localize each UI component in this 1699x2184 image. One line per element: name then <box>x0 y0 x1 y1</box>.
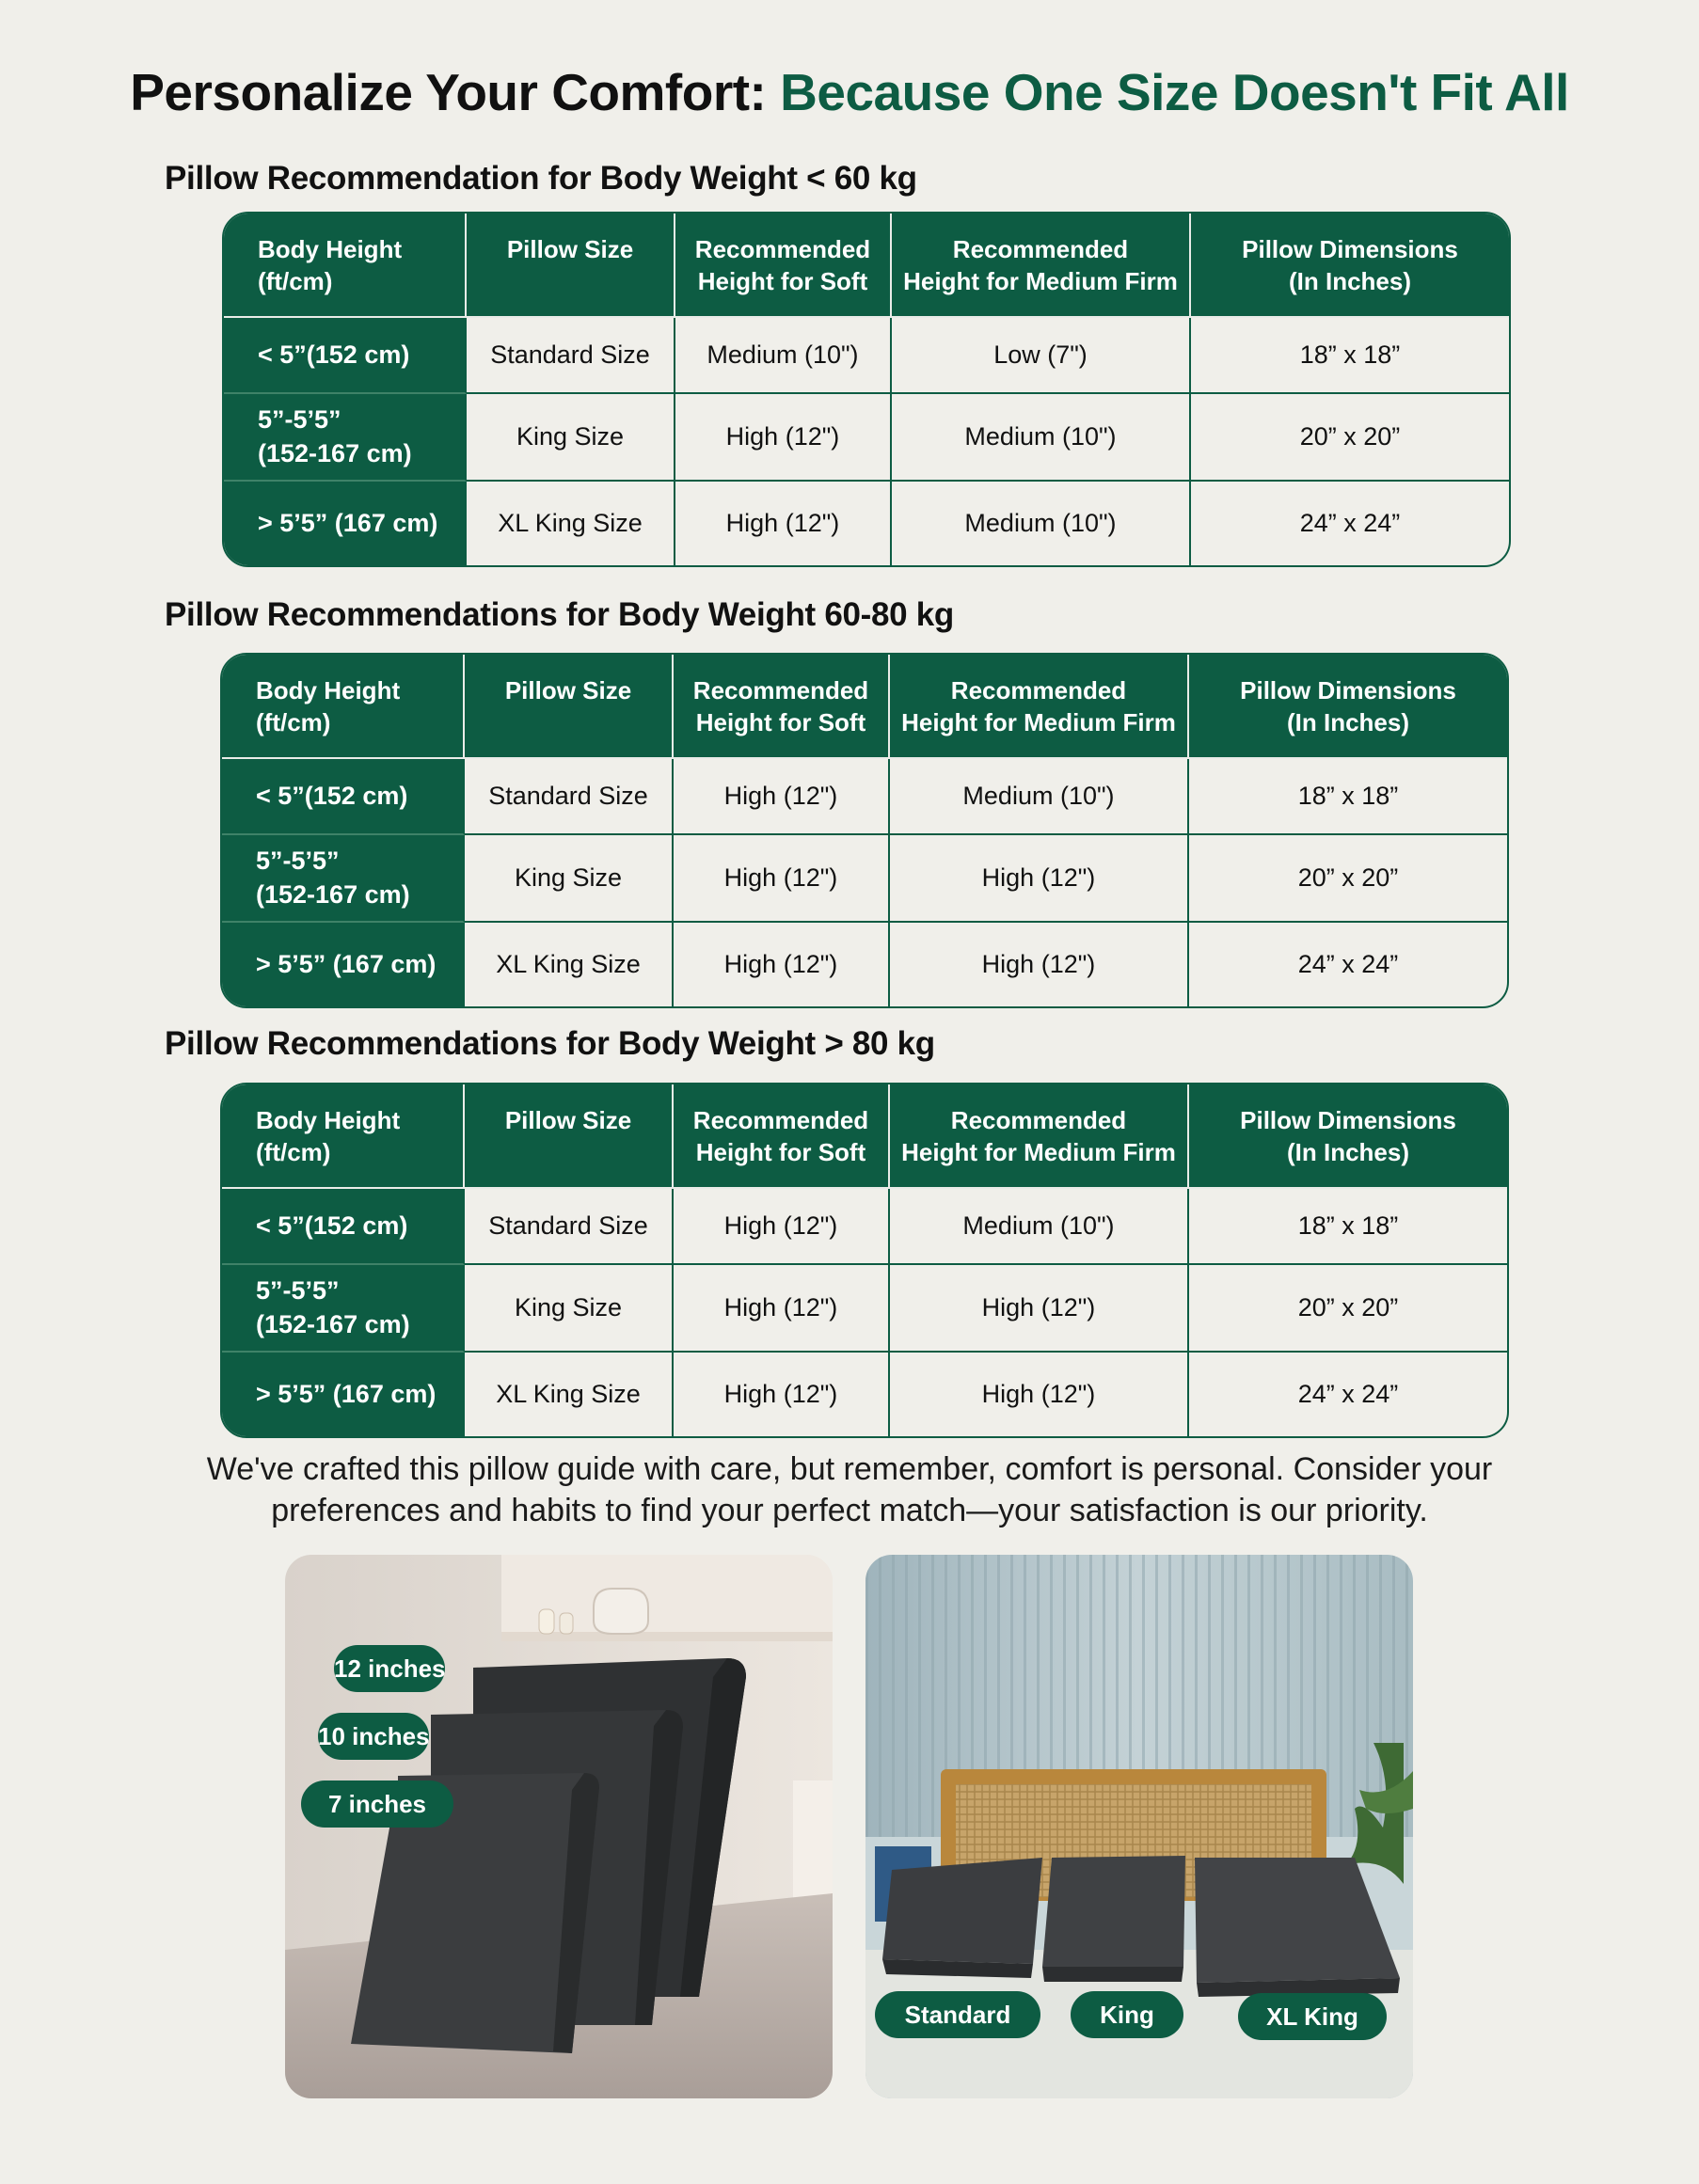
body-height-line: > 5’5” (167 cm) <box>258 508 438 537</box>
cell-pillow-size: XL King Size <box>465 1353 674 1436</box>
row-header-body-height <box>222 1353 465 1436</box>
header-line: (ft/cm) <box>256 707 331 736</box>
body-height-line: > 5’5” (167 cm) <box>256 949 437 978</box>
header-body-height <box>222 1084 465 1189</box>
table-60-80 <box>220 653 1509 1008</box>
header-body-height <box>222 655 465 759</box>
label-12-inches: 12 inches <box>334 1645 445 1692</box>
header-pillow-size <box>467 214 675 318</box>
header-line: Pillow Size <box>504 676 632 704</box>
body-height-line: 5”-5’5” <box>256 847 340 876</box>
header-line: Recommended <box>952 235 1129 263</box>
cell-dimensions: 24” x 24” <box>1297 949 1399 978</box>
cell-medium-firm-height: High (12") <box>890 835 1189 923</box>
header-line: Recommended <box>950 1106 1127 1134</box>
header-line: (In Inches) <box>1286 707 1409 736</box>
header-line: Pillow Dimensions <box>1240 1106 1456 1134</box>
cell-dimensions: 18” x 18” <box>1189 1189 1507 1265</box>
cell-soft-height: High (12") <box>674 1189 890 1265</box>
cell-dimensions: 18” x 18” <box>1189 759 1507 835</box>
header-line: Recommended <box>950 676 1127 704</box>
header-line: Height for Soft <box>695 1137 866 1166</box>
row-header-body-height <box>222 1265 465 1353</box>
title-accent: Because One Size Doesn't Fit All <box>780 63 1569 121</box>
label-standard: Standard <box>875 1991 1040 2038</box>
cell-soft-height: High (12") <box>674 1265 890 1353</box>
label-king: King <box>1071 1991 1183 2038</box>
cell-soft-height: High (12") <box>674 923 890 1006</box>
cell-pillow-size: King Size <box>465 1265 674 1353</box>
header-line: Height for Medium Firm <box>903 266 1178 295</box>
cell-pillow-size: XL King Size <box>467 482 675 565</box>
cell-pillow-size: Standard Size <box>465 1189 674 1265</box>
header-line: Recommended <box>692 1106 869 1134</box>
body-height-line: 5”-5’5” <box>256 1276 340 1306</box>
header-line: Height for Medium Firm <box>901 1137 1176 1166</box>
header-line: Pillow Size <box>506 235 634 263</box>
header-line: (In Inches) <box>1286 1137 1409 1166</box>
section-title-over-80: Pillow Recommendations for Body Weight > 80 kg <box>165 1025 935 1062</box>
cell-dimensions: 20” x 20” <box>1191 394 1509 482</box>
header-line: Pillow Dimensions <box>1240 676 1456 704</box>
cell-medium-firm-height: Medium (10") <box>892 482 1191 565</box>
body-height-line: (152-167 cm) <box>256 1309 410 1338</box>
cell-pillow-size: XL King Size <box>465 923 674 1006</box>
row-header-body-height <box>222 759 465 835</box>
body-height-line: 5”-5’5” <box>258 405 341 435</box>
wedge-pillows-photo <box>285 1555 833 2098</box>
label-7-inches: 7 inches <box>301 1780 453 1828</box>
header-medium-firm-height <box>890 1084 1189 1189</box>
body-height-line: < 5”(152 cm) <box>258 340 410 369</box>
table-under-60 <box>222 212 1511 567</box>
cell-soft-height: Medium (10") <box>675 318 892 394</box>
row-header-body-height <box>222 923 465 1006</box>
body-height-line: (152-167 cm) <box>258 438 412 467</box>
header-line: Recommended <box>692 676 869 704</box>
cell-pillow-size: Standard Size <box>467 318 675 394</box>
cell-soft-height: High (12") <box>674 835 890 923</box>
label-xl-king: XL King <box>1238 1993 1387 2040</box>
cell-medium-firm-height: High (12") <box>890 923 1189 1006</box>
pillow-sizes-bed-photo <box>865 1555 1413 2098</box>
section-title-under-60: Pillow Recommendation for Body Weight < 60 kg <box>165 160 917 197</box>
row-header-body-height <box>222 835 465 923</box>
row-header-body-height <box>224 318 467 394</box>
header-dimensions <box>1189 655 1507 759</box>
header-line: (In Inches) <box>1288 266 1411 295</box>
header-soft-height <box>675 214 892 318</box>
cell-dimensions: 24” x 24” <box>1297 1379 1399 1408</box>
cell-medium-firm-height: High (12") <box>890 1265 1189 1353</box>
cell-soft-height: High (12") <box>674 759 890 835</box>
header-line: Recommended <box>694 235 871 263</box>
header-line: Body Height <box>256 676 401 704</box>
header-pillow-size <box>465 655 674 759</box>
section-title-60-80: Pillow Recommendations for Body Weight 60-80 kg <box>165 596 955 633</box>
cell-soft-height: High (12") <box>675 394 892 482</box>
title-main: Personalize Your Comfort: <box>130 63 781 121</box>
cell-dimensions: 18” x 18” <box>1191 318 1509 394</box>
row-header-body-height <box>224 482 467 565</box>
cell-pillow-size: Standard Size <box>465 759 674 835</box>
header-line: Body Height <box>258 235 403 263</box>
header-line: (ft/cm) <box>258 266 333 295</box>
header-line: Pillow Size <box>504 1106 632 1134</box>
cell-pillow-size: King Size <box>467 394 675 482</box>
row-header-body-height <box>224 394 467 482</box>
header-dimensions <box>1189 1084 1507 1189</box>
disclaimer-line-2: preferences and habits to find your perfect match—your satisfaction is our priority. <box>271 1493 1428 1528</box>
header-medium-firm-height <box>892 214 1191 318</box>
cell-dimensions: 20” x 20” <box>1189 1265 1507 1353</box>
header-soft-height <box>674 655 890 759</box>
row-header-body-height <box>222 1189 465 1265</box>
header-line: Height for Soft <box>697 266 868 295</box>
cell-medium-firm-height: Medium (10") <box>890 1189 1189 1265</box>
body-height-line: > 5’5” (167 cm) <box>256 1379 437 1408</box>
header-line: Height for Soft <box>695 707 866 736</box>
cell-medium-firm-height: Low (7") <box>892 318 1191 394</box>
body-height-line: < 5”(152 cm) <box>256 781 408 810</box>
cell-soft-height: High (12") <box>675 482 892 565</box>
disclaimer-line-1: We've crafted this pillow guide with care, but remember, comfort is personal. Consider your <box>206 1451 1493 1487</box>
cell-pillow-size: King Size <box>465 835 674 923</box>
body-height-line: (152-167 cm) <box>256 879 410 909</box>
label-10-inches: 10 inches <box>318 1713 429 1760</box>
cell-medium-firm-height: High (12") <box>890 1353 1189 1436</box>
cell-soft-height: High (12") <box>674 1353 890 1436</box>
header-line: Pillow Dimensions <box>1242 235 1458 263</box>
body-height-line: < 5”(152 cm) <box>256 1211 408 1240</box>
cell-medium-firm-height: Medium (10") <box>890 759 1189 835</box>
cell-medium-firm-height: Medium (10") <box>892 394 1191 482</box>
header-line: Body Height <box>256 1106 401 1134</box>
header-medium-firm-height <box>890 655 1189 759</box>
table-over-80 <box>220 1083 1509 1438</box>
header-dimensions <box>1191 214 1509 318</box>
page-title <box>0 62 1699 122</box>
header-body-height <box>224 214 467 318</box>
cell-dimensions: 20” x 20” <box>1189 835 1507 923</box>
header-soft-height <box>674 1084 890 1189</box>
header-line: (ft/cm) <box>256 1137 331 1166</box>
header-line: Height for Medium Firm <box>901 707 1176 736</box>
header-pillow-size <box>465 1084 674 1189</box>
cell-dimensions: 24” x 24” <box>1299 508 1401 537</box>
disclaimer <box>0 1448 1699 1531</box>
